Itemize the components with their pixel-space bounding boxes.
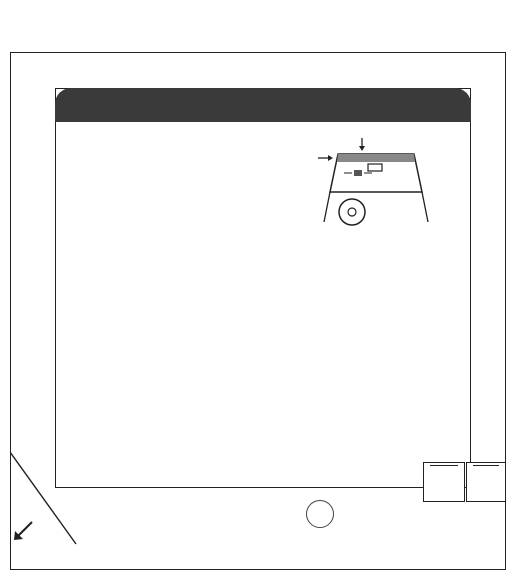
month-box-dez-1 (423, 462, 465, 502)
month-box-dez-1-number (430, 465, 458, 466)
punched-hole (306, 500, 334, 528)
banner-title (55, 88, 471, 122)
peel-arrow-icon (12, 518, 36, 542)
month-box-dez-2 (466, 462, 506, 502)
month-box-dez-2-number (473, 465, 499, 466)
windshield-diagram-icon (318, 136, 430, 228)
